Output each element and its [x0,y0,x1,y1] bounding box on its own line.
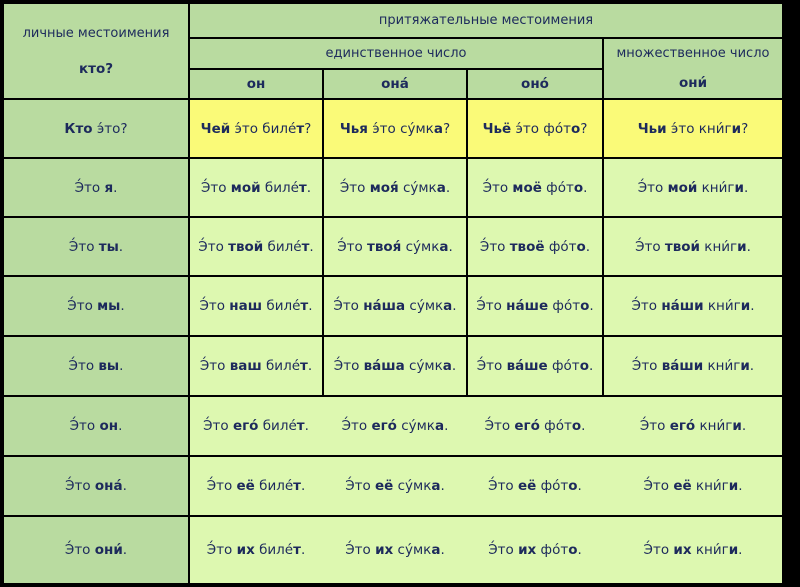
header-who-label: кто? [78,60,114,77]
header-personal-label: личные местоимения [22,25,170,41]
question-personal: Кто э́то? [4,100,188,157]
question-masculine: Чей э́то биле́т? [190,100,322,157]
header-ono: оно́ [468,70,602,98]
table-cell-neuter: Э́то его́ фо́то. [484,418,586,434]
table-cell-neuter: Э́то её фо́то. [488,478,582,494]
table-cell-plural: Э́то ва́ши кни́ги. [604,337,782,395]
table-cell-feminine: Э́то её су́мка. [345,478,445,494]
table-row-personal: Э́то вы. [4,337,188,395]
table-cell-feminine: Э́то моя́ су́мка. [324,159,466,216]
table-cell-masculine: Э́то твой биле́т. [190,218,322,275]
table-cell-plural: Э́то её кни́ги. [643,478,743,494]
table-cell-plural: Э́то твои́ кни́ги. [604,218,782,275]
table-cell-feminine: Э́то на́ша су́мка. [324,277,466,335]
table-row-personal: Э́то мы. [4,277,188,335]
table-cell-masculine: Э́то его́ биле́т. [203,418,309,434]
table-cell-masculine: Э́то мой биле́т. [190,159,322,216]
table-cell-masculine: Э́то их биле́т. [206,542,306,558]
question-neuter: Чьё э́то фо́то? [468,100,602,157]
header-personal-pronouns [4,4,188,98]
table-cell-neuter: Э́то ва́ше фо́то. [468,337,602,395]
table-cell-neuter: Э́то твоё фо́то. [468,218,602,275]
question-feminine: Чья э́то су́мка? [324,100,466,157]
header-ona: она́ [324,70,466,98]
table-row-personal: Э́то ты. [4,218,188,275]
table-cell-masculine: Э́то ваш биле́т. [190,337,322,395]
header-possessive-pronouns: притяжательные местоимения [190,4,782,37]
table-row-personal: Э́то она́. [4,457,188,515]
table-cell-feminine: Э́то твоя́ су́мка. [324,218,466,275]
table-row-personal: Э́то я. [4,159,188,216]
header-plural-label: множественное число [616,46,770,61]
table-cell-neuter: Э́то моё фо́то. [468,159,602,216]
table-cell-feminine: Э́то его́ су́мка. [341,418,449,434]
header-oni: они́ [678,75,708,91]
table-cell-neuter: Э́то их фо́то. [488,542,582,558]
table-cell-plural: Э́то его́ кни́ги. [639,418,747,434]
table-cell-masculine: Э́то её биле́т. [206,478,306,494]
header-on: он [190,70,322,98]
table-cell-plural: Э́то мои́ кни́ги. [604,159,782,216]
table-cell-neuter: Э́то на́ше фо́то. [468,277,602,335]
table-row-personal: Э́то он. [4,397,188,455]
header-plural [604,39,782,98]
table-cell-feminine: Э́то ва́ша су́мка. [324,337,466,395]
table-cell-plural: Э́то их кни́ги. [643,542,743,558]
table-cell-plural: Э́то на́ши кни́ги. [604,277,782,335]
table-cell-masculine: Э́то наш биле́т. [190,277,322,335]
header-singular: единственное число [190,39,602,68]
table-row-personal: Э́то они́. [4,517,188,583]
question-plural: Чьи э́то кни́ги? [604,100,782,157]
table-cell-feminine: Э́то их су́мка. [345,542,445,558]
